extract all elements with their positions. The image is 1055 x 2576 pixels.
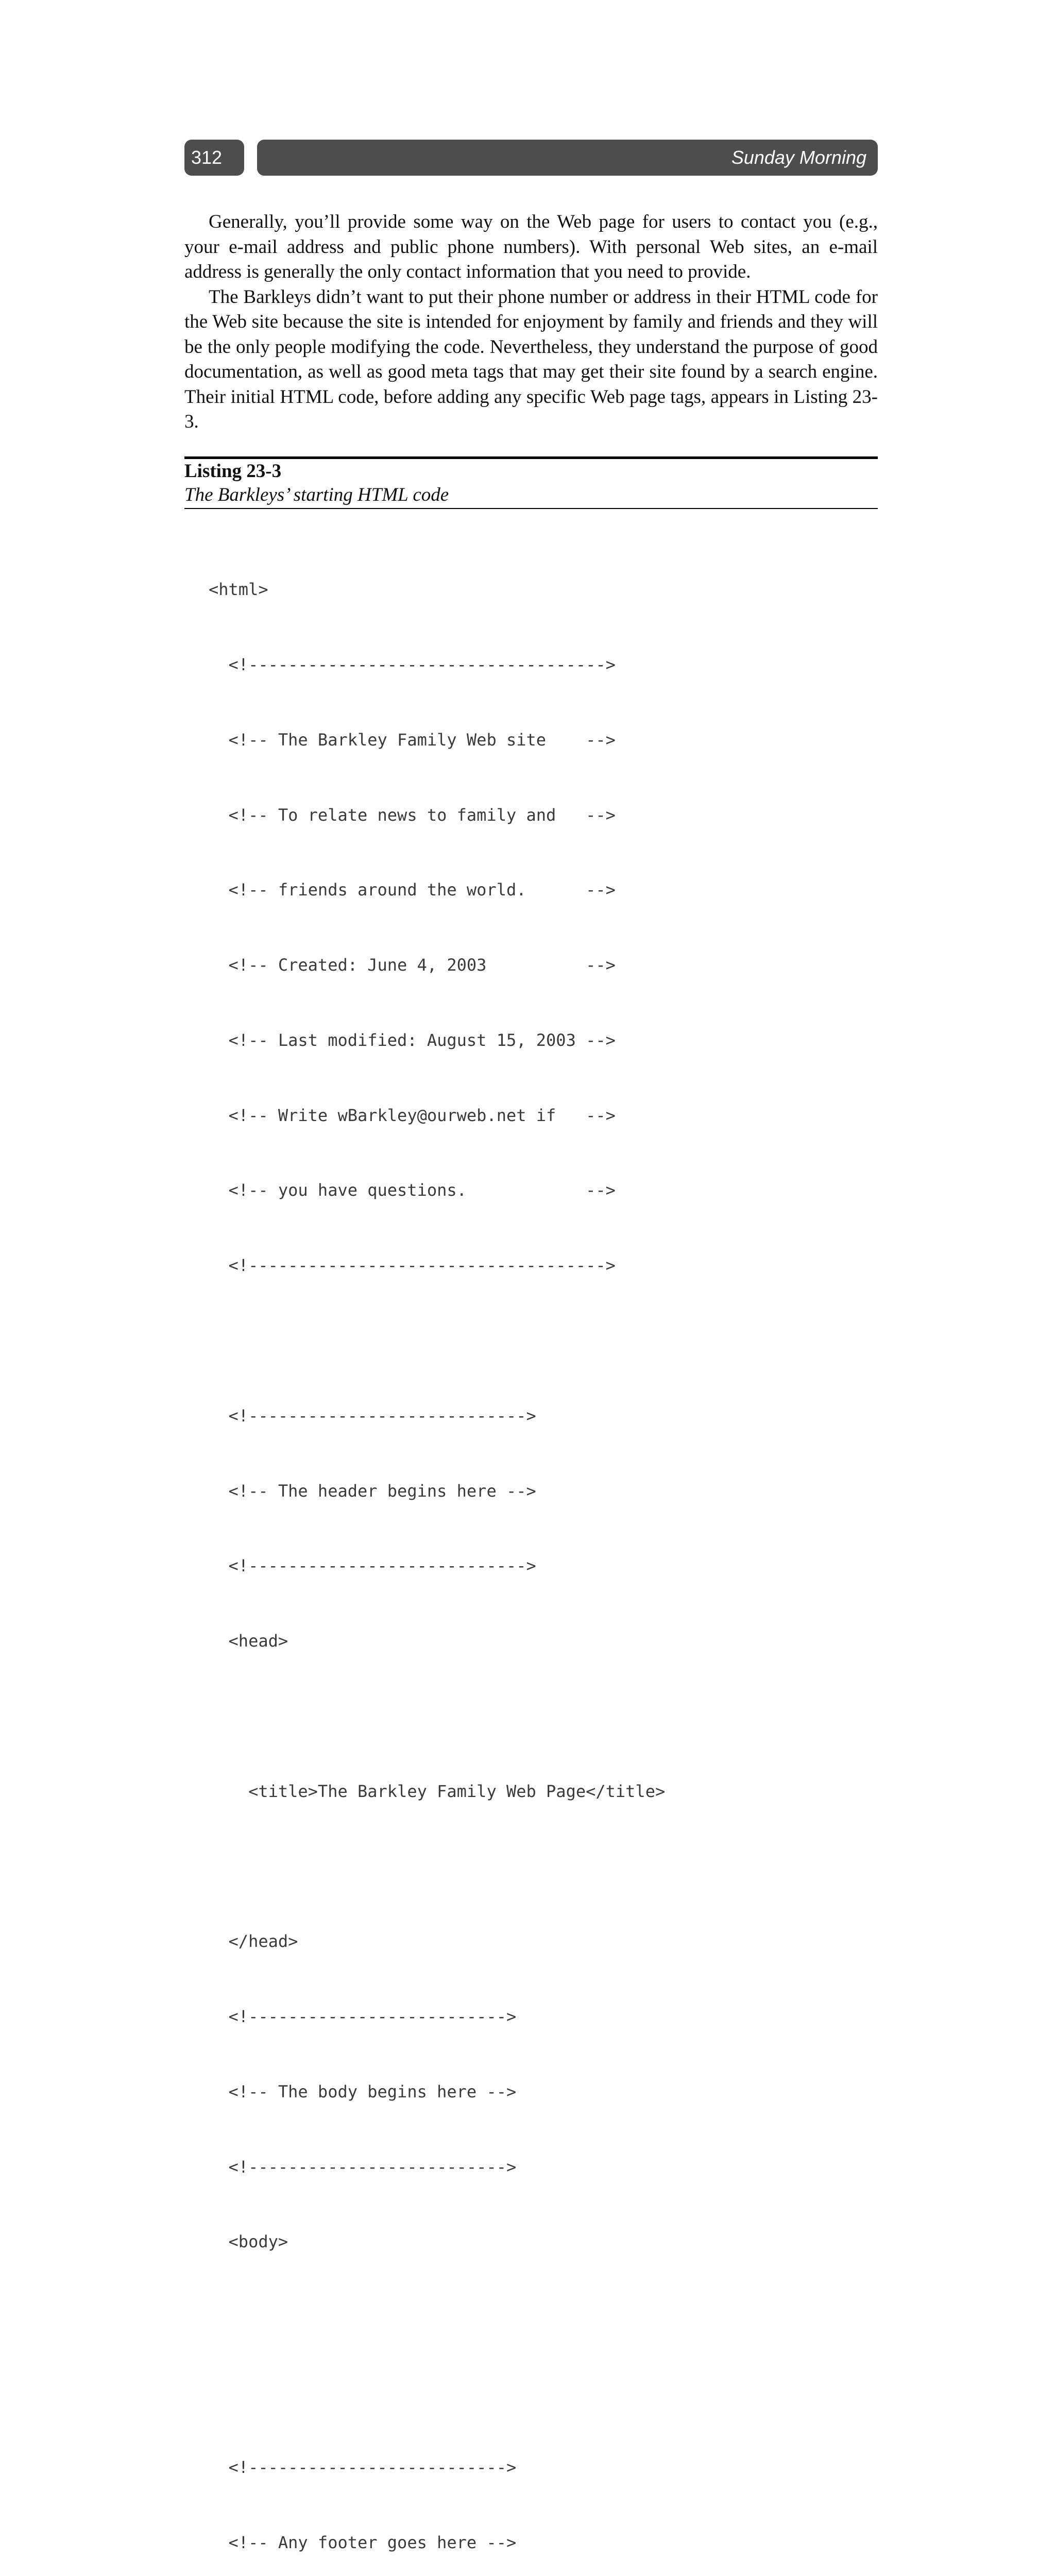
code-line [209,2380,665,2405]
listing-label: Listing 23-3 [184,461,282,482]
code-line: <!-- The Barkley Family Web site --> [209,730,616,750]
code-line: <!-- To relate news to family and --> [209,805,616,825]
code-line: <!--------------------------> [209,2457,517,2477]
code-line: <!-- you have questions. --> [209,1180,616,1200]
code-line: <!----------------------------> [209,1556,536,1576]
code-line: <!-- The body begins here --> [209,2081,517,2102]
code-line: <!-- Last modified: August 15, 2003 --> [209,1030,616,1050]
code-line: <!-- Any footer goes here --> [209,2532,517,2552]
code-line: <!-- friends around the world. --> [209,880,616,900]
running-head-title: Sunday Morning [257,140,878,176]
code-line: <head> [209,1631,288,1651]
code-line: <!-- Write wBarkley@ourweb.net if --> [209,1105,616,1125]
code-line [209,2304,665,2330]
listing-caption: The Barkleys’ starting HTML code [184,484,449,505]
paragraph: The Barkleys didn’t want to put their phone number or address in their HTML code for the Web site because the site is intended for enjoyment by family and friends and they will be the only people modifying the code. Nevertheless, they understand the purpose of good documentation, as well as good meta tags that may get their site found by a search engine. Their initial HTML code, before adding any specific Web page tags, appears in Listing 23-3. [184,286,878,432]
code-line: <!-- Created: June 4, 2003 --> [209,955,616,975]
paragraph: Generally, you’ll provide some way on the Web page for users to contact you (e.g., your e-mail address and public phone numbers). With personal Web sites, an e-mail address is generally the only contact information that you need to provide. [184,211,878,282]
code-line: <html> [209,580,268,600]
code-line: <!----------------------------> [209,1405,536,1426]
running-header [184,140,878,176]
code-line: <!--------------------------> [209,2157,517,2177]
code-line: <title>The Barkley Family Web Page</title> [209,1781,666,1801]
code-line: <body> [209,2232,288,2252]
code-listing [209,527,665,2576]
code-line: </head> [209,1931,298,1952]
listing-top-rule [184,456,878,459]
code-line: <!------------------------------------> [209,654,616,674]
listing-caption-rule [184,508,878,509]
body-text [184,210,878,435]
code-line: <!------------------------------------> [209,1256,616,1276]
code-line: <!-- The header begins here --> [209,1481,536,1501]
page-number: 312 [184,140,244,176]
code-line: <!--------------------------> [209,2007,517,2027]
code-line [209,1704,665,1729]
code-line [209,1328,665,1353]
code-line [209,1854,665,1879]
